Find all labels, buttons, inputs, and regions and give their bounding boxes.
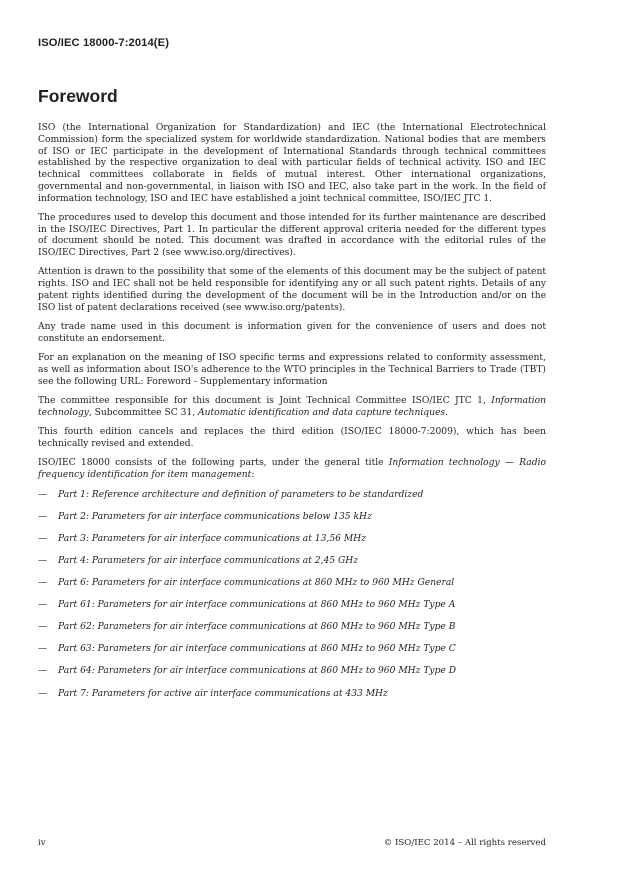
list-item-text: Part 7: Parameters for active air interface communications at 433 MHz bbox=[58, 688, 388, 699]
committee-text-1: The committee responsible for this document is Joint Technical Committee ISO/IEC JTC 1, bbox=[38, 395, 492, 406]
list-dash: — bbox=[38, 533, 48, 544]
list-item-text: Part 62: Parameters for air interface communications at 860 MHz to 960 MHz Type B bbox=[58, 622, 456, 633]
list-item-text: Part 4: Parameters for air interface communications at 2,45 GHz bbox=[58, 555, 359, 566]
committee-text-3: . bbox=[445, 407, 448, 418]
paragraph-patents: Attention is drawn to the possibility that some of the elements of this document may be the subject of patent rights. ISO and IEC shall not be held responsible for identifying any or all such patent rights. Details of any patent rights identified during the development of the document will be in the Introduction and/or on the ISO list of patent declarations received (see www.iso.org/patents). bbox=[38, 267, 546, 313]
paragraph-trade-name: Any trade name used in this document is information given for the convenience of users and does not constitute an endorsement. bbox=[38, 322, 546, 344]
foreword-body bbox=[38, 123, 546, 711]
list-item bbox=[38, 689, 546, 711]
list-item-text: Part 3: Parameters for air interface communications at 13,56 MHz bbox=[58, 533, 366, 544]
parts-intro-colon: : bbox=[251, 469, 255, 480]
paragraph-conformity: For an explanation on the meaning of ISO specific terms and expressions related to conformity assessment, as well as information about ISO's adherence to the WTO principles in the Technical Barriers to Trade (TBT) see the following URL: Foreword - Supplementary information bbox=[38, 353, 546, 387]
parts-list bbox=[38, 490, 546, 711]
paragraph-parts-intro bbox=[38, 458, 546, 482]
list-item bbox=[38, 666, 546, 688]
list-item-text: Part 61: Parameters for air interface communications at 860 MHz to 960 MHz Type A bbox=[58, 600, 456, 611]
list-item bbox=[38, 600, 546, 622]
list-dash: — bbox=[38, 644, 48, 655]
list-item bbox=[38, 578, 546, 600]
paragraph-committee bbox=[38, 396, 546, 420]
list-item-text: Part 6: Parameters for air interface communications at 860 MHz to 960 MHz General bbox=[58, 578, 455, 589]
list-dash: — bbox=[38, 578, 48, 589]
page-title: Foreword bbox=[38, 86, 118, 106]
list-dash: — bbox=[38, 622, 48, 633]
committee-text-2: , Subcommittee SC 31, bbox=[88, 407, 199, 418]
subcommittee-name: Automatic identification and data capture techniques bbox=[198, 407, 446, 418]
page-number: iv bbox=[38, 838, 46, 848]
list-item-text: Part 63: Parameters for air interface communications at 860 MHz to 960 MHz Type C bbox=[58, 644, 456, 655]
list-item bbox=[38, 534, 546, 556]
general-title: Information technology — Radio frequency identification for item management bbox=[38, 458, 546, 480]
parts-intro-text: ISO/IEC 18000 consists of the following parts, under the general title bbox=[38, 458, 389, 469]
list-dash: — bbox=[38, 688, 48, 699]
list-item-text: Part 1: Reference architecture and definition of parameters to be standardized bbox=[58, 489, 424, 500]
list-dash: — bbox=[38, 666, 48, 677]
list-item-text: Part 64: Parameters for air interface communications at 860 MHz to 960 MHz Type D bbox=[58, 666, 457, 677]
list-item bbox=[38, 512, 546, 534]
list-dash: — bbox=[38, 511, 48, 522]
list-item bbox=[38, 622, 546, 644]
list-dash: — bbox=[38, 555, 48, 566]
list-item-text: Part 2: Parameters for air interface communications below 135 kHz bbox=[58, 511, 372, 522]
list-item bbox=[38, 556, 546, 578]
list-item bbox=[38, 644, 546, 666]
paragraph-procedures: The procedures used to develop this document and those intended for its further maintenance are described in the ISO/IEC Directives, Part 1. In particular the different approval criteria needed for the different types of document should be noted. This document was drafted in accordance with the editorial rules of the ISO/IEC Directives, Part 2 (see www.iso.org/directives). bbox=[38, 212, 546, 259]
copyright-notice: © ISO/IEC 2014 – All rights reserved bbox=[383, 838, 546, 848]
document-id-header: ISO/IEC 18000-7:2014(E) bbox=[38, 37, 170, 49]
list-item bbox=[38, 490, 546, 512]
paragraph-organizations: ISO (the International Organization for Standardization) and IEC (the International Electrotechnical Commission) form the specialized system for worldwide standardization. National bodies that are members of ISO or IEC participate in the development of International Standards through technical committees established by the respective organization to deal with particular fields of technical activity. ISO and IEC technical committees collaborate in fields of mutual interest. Other international organizations, governmental and non-governmental, in liaison with ISO and IEC, also take part in the work. In the field of information technology, ISO and IEC have established a joint technical committee, ISO/IEC JTC 1. bbox=[38, 123, 546, 204]
paragraph-edition: This fourth edition cancels and replaces the third edition (ISO/IEC 18000-7:2009), which has been technically revised and extended. bbox=[38, 427, 546, 449]
list-dash: — bbox=[38, 489, 48, 500]
committee-name: Information technology bbox=[38, 395, 546, 418]
list-dash: — bbox=[38, 600, 48, 611]
